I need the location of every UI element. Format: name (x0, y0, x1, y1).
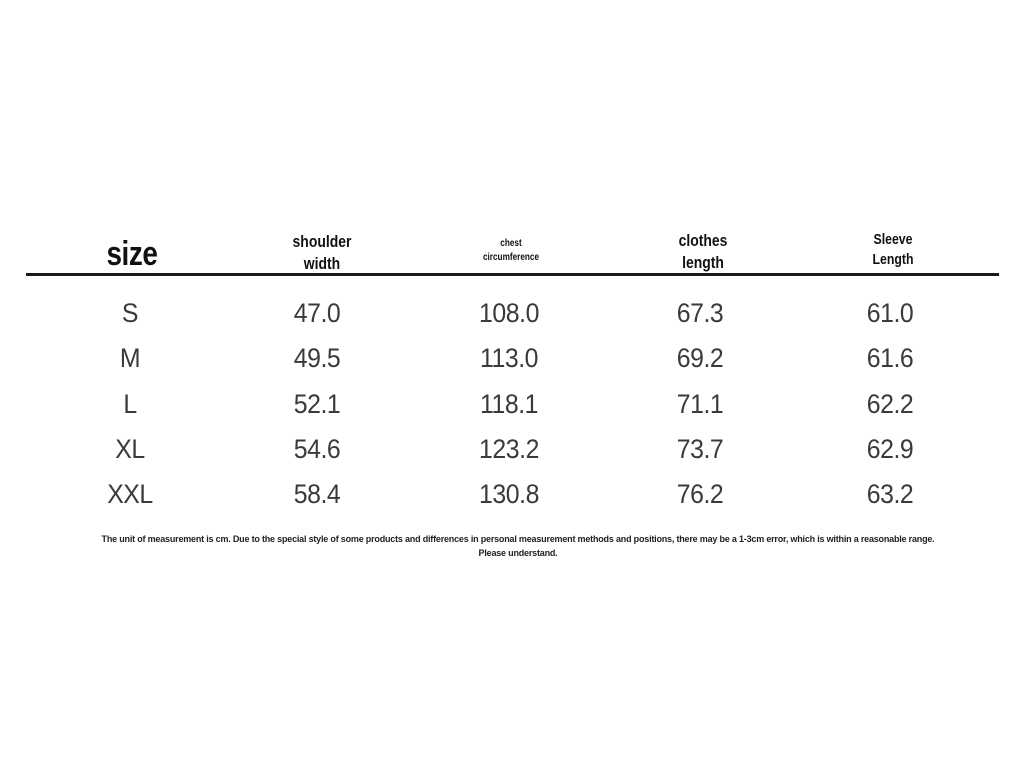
cell-shoulder-l: 52.1 (293, 389, 341, 419)
header-clothes-length (654, 230, 752, 274)
cell-chest-xl: 123.2 (479, 434, 539, 464)
header-size-label: size (106, 235, 158, 273)
cell-chest-xxl: 130.8 (479, 479, 539, 509)
cell-sleeve-m: 61.6 (866, 343, 914, 373)
header-sleeve-line2: Length (872, 251, 914, 268)
header-shoulder-line2: width (303, 254, 341, 273)
header-shoulder-width (273, 231, 371, 275)
cell-clothes-xl: 73.7 (676, 434, 724, 464)
header-clothes-line1: clothes (678, 231, 728, 250)
cell-shoulder-xl: 54.6 (293, 434, 341, 464)
cell-sleeve-l: 62.2 (866, 389, 914, 419)
cell-clothes-s: 67.3 (676, 298, 724, 328)
header-clothes-line2: length (682, 253, 724, 272)
cell-size-xl: XL (115, 434, 145, 464)
cell-clothes-m: 69.2 (676, 343, 724, 373)
cell-size-l: L (123, 389, 137, 419)
cell-sleeve-s: 61.0 (866, 298, 914, 328)
header-shoulder-line1: shoulder (292, 232, 352, 251)
header-size (91, 234, 173, 274)
header-divider (26, 273, 999, 276)
cell-shoulder-xxl: 58.4 (293, 479, 341, 509)
cell-size-s: S (121, 298, 139, 328)
cell-chest-l: 118.1 (479, 389, 539, 419)
cell-size-m: M (119, 343, 141, 373)
cell-size-xxl: XXL (107, 479, 153, 509)
cell-clothes-xxl: 76.2 (676, 479, 724, 509)
header-sleeve-length (844, 230, 942, 270)
measurement-note: The unit of measurement is cm. Due to the special style of some products and differences in personal measurement methods and positions, there may be a 1-3cm error, which is within a reasonable range. Please understand. (101, 534, 935, 558)
cell-chest-s: 108.0 (479, 298, 539, 328)
cell-shoulder-s: 47.0 (293, 298, 341, 328)
header-chest-circumference (462, 237, 560, 265)
header-chest-line1: chest (500, 238, 522, 249)
cell-sleeve-xl: 62.9 (866, 434, 914, 464)
cell-sleeve-xxl: 63.2 (866, 479, 914, 509)
header-chest-line2: circumference (482, 252, 540, 263)
cell-clothes-l: 71.1 (676, 389, 724, 419)
header-sleeve-line1: Sleeve (873, 231, 913, 248)
cell-shoulder-m: 49.5 (293, 343, 341, 373)
cell-chest-m: 113.0 (479, 343, 539, 373)
